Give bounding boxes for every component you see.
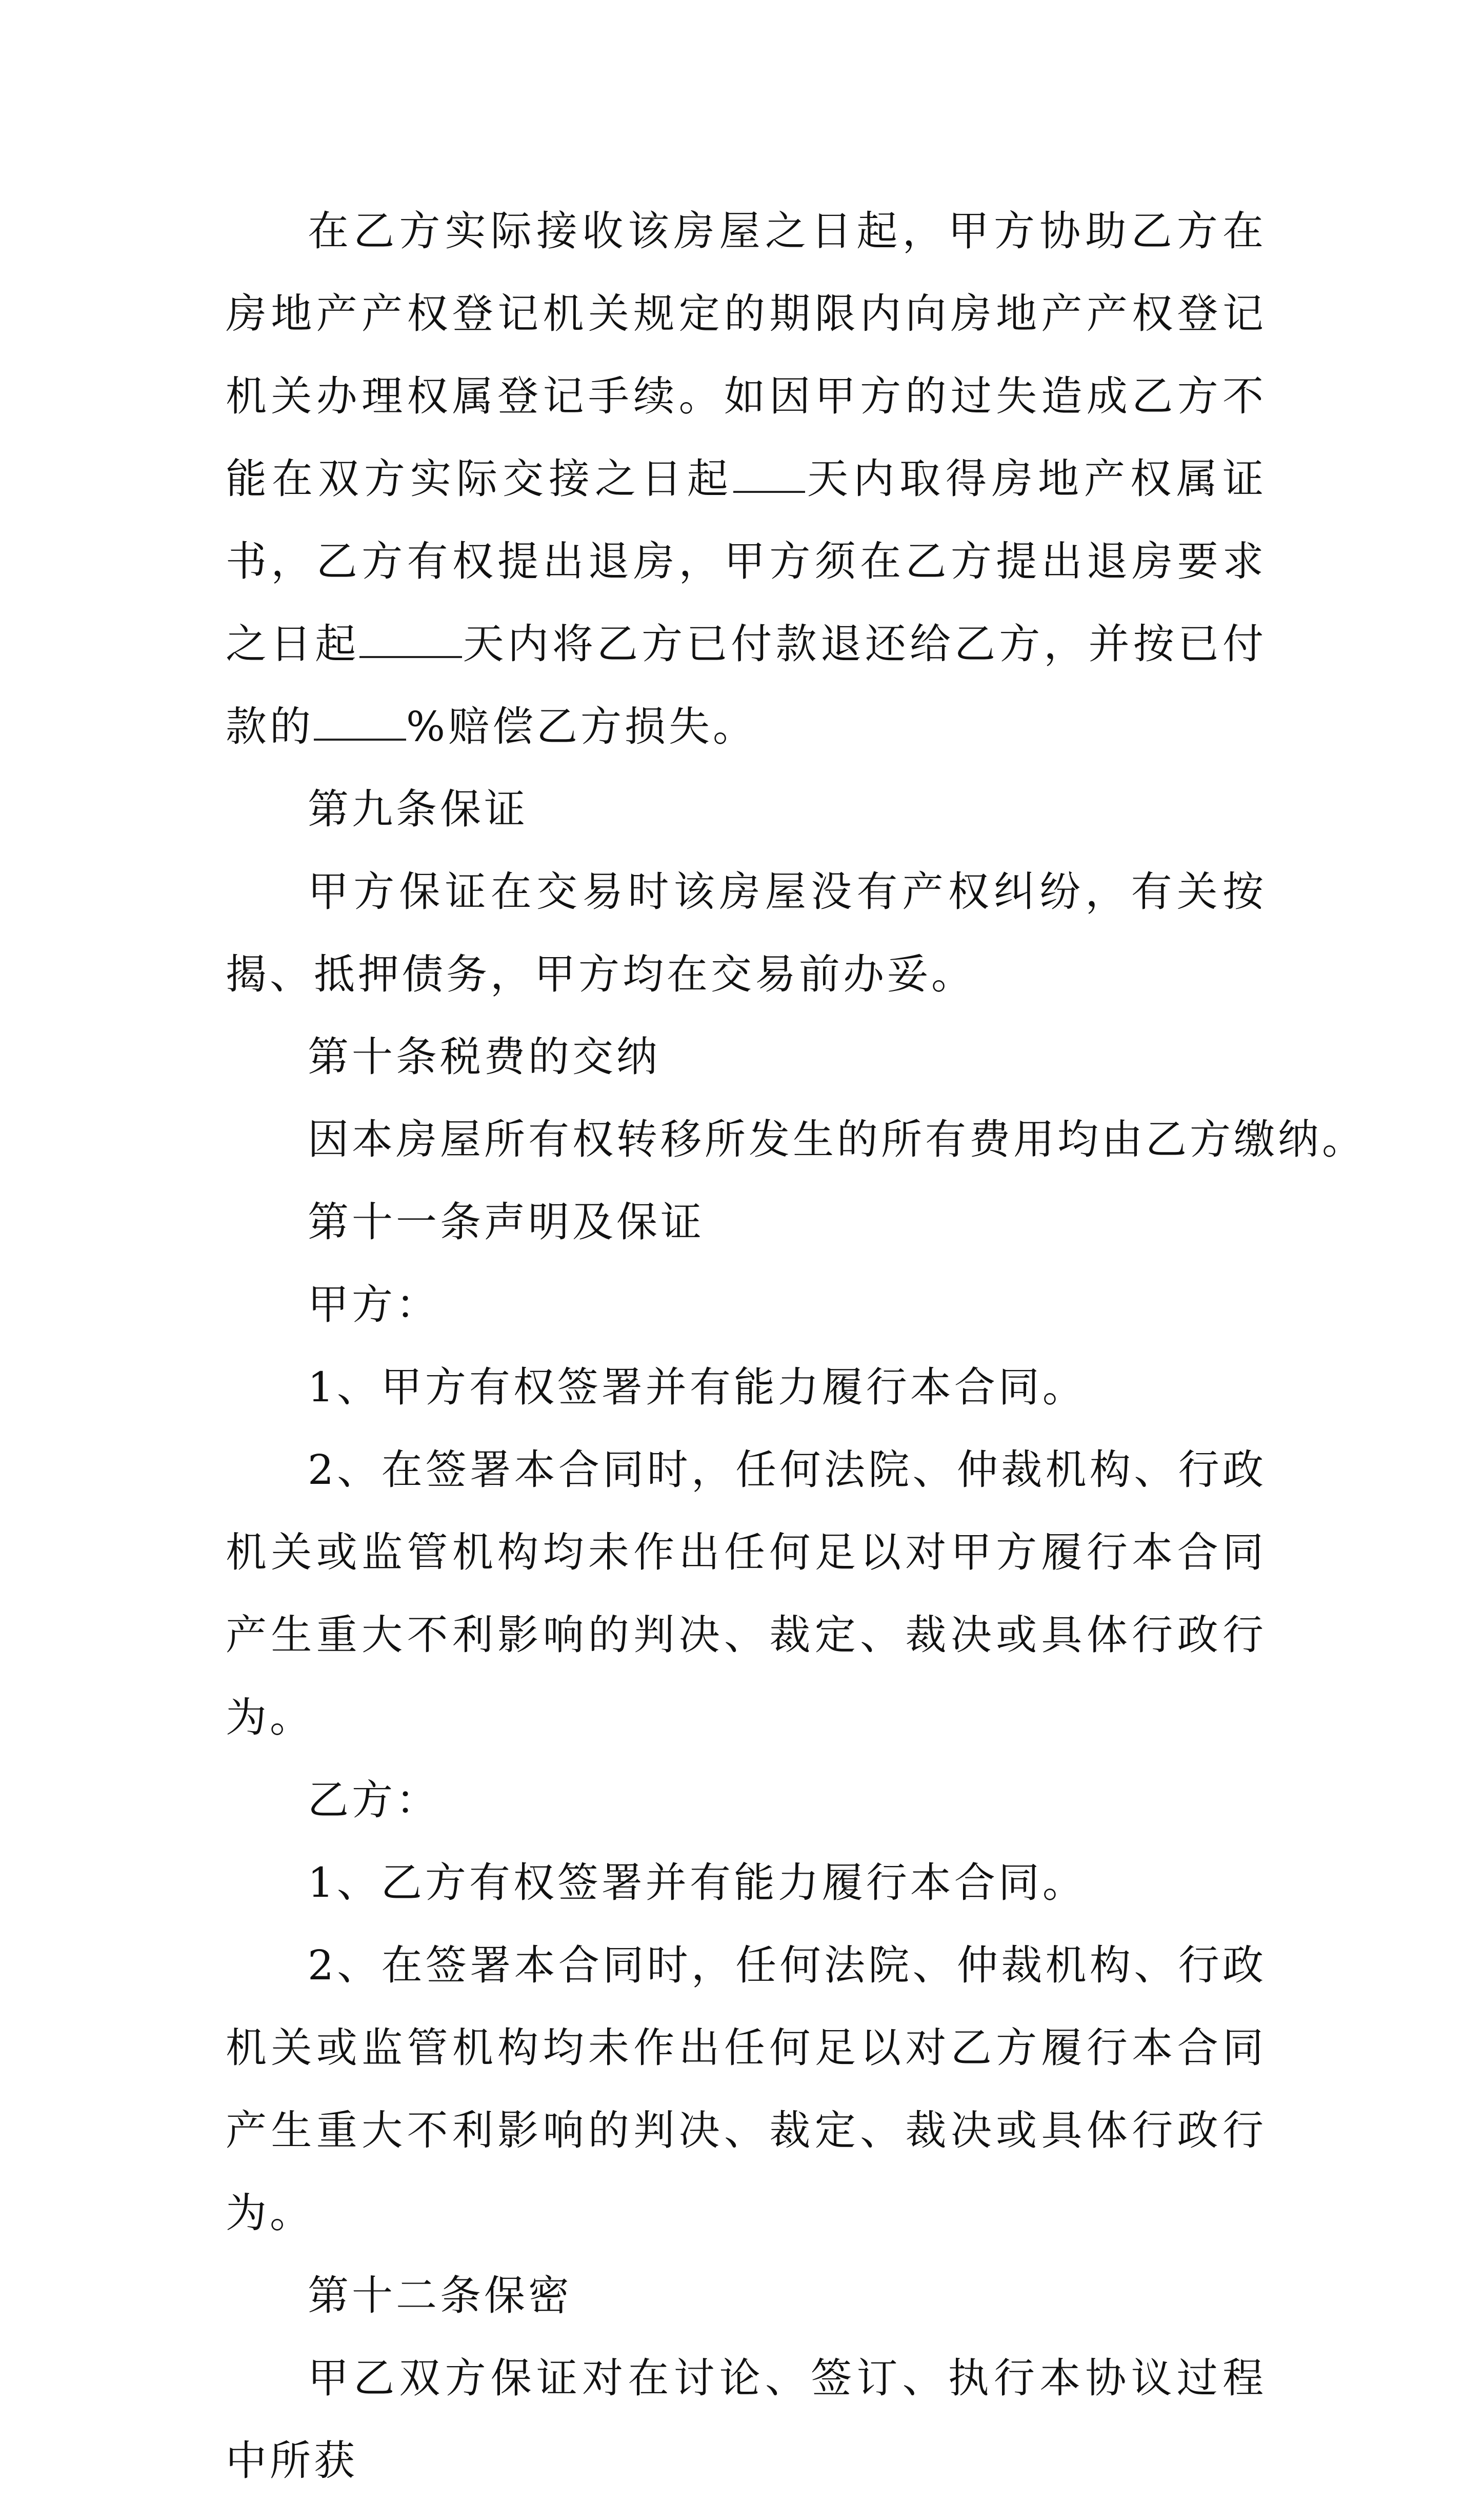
- text-segment: 在乙方实际接收该房屋之日起，甲方协助乙方在房地产产权登记机关规定的期限内向房地产产权登记机关办理权属登记手续。如因甲方的过失造成乙方不能在双方实际交接之日起: [226, 207, 1267, 503]
- document-body: [226, 190, 1366, 2502]
- fill-in-blank-refund-days: [359, 620, 462, 658]
- party-b-item-1: 1、乙方有权签署并有能力履行本合同。: [308, 1859, 1087, 1907]
- heading-article-10: 第十条税费的交纳: [308, 1033, 660, 1081]
- paragraph-article-12: 甲乙双方保证对在讨论、签订、执行本协议过程中所获: [226, 2354, 1267, 2485]
- paragraph-article-9: 甲方保证在交易时该房屋没有产权纠纷，有关按揭、抵押债务，甲方均在交易前办妥。: [226, 868, 1267, 998]
- party-a-item-1: 1、甲方有权签署并有能力履行本合同。: [308, 1363, 1087, 1411]
- text-segment: 天内取得房地产权属证书，乙方有权提出退房，甲方须在乙方提出退房要求之日起: [226, 455, 1267, 668]
- heading-article-12: 第十二条保密: [308, 2272, 572, 2319]
- party-b-item-2: 2、在签署本合同时，任何法院、仲裁机构、行政机关或监管机构均未作出任何足以对乙方履行本合同产生重大不利影响的判决、裁定、裁决或具体行政行为。: [226, 1941, 1267, 2237]
- heading-article-9: 第九条保证: [308, 785, 528, 833]
- heading-article-11: 第十一条声明及保证: [308, 1198, 705, 1246]
- fill-in-blank-percent: [314, 703, 406, 741]
- party-a-item-2: 2、在签署本合同时，任何法院、仲裁机构、行政机关或监管机构均未作出任何足以对甲方履行本合同产生重大不利影响的判决、裁定、裁决或具体行政行为。: [226, 1446, 1267, 1741]
- party-a-label: 甲方：: [308, 1281, 440, 1328]
- paragraph-article-10: 因本房屋所有权转移所发生的所有费用均由乙方缴纳。: [308, 1116, 1366, 1163]
- party-b-label: 乙方：: [308, 1776, 440, 1824]
- fill-in-blank-days: [733, 455, 805, 493]
- text-segment: 天内将乙方已付款退还给乙方，并按已付款的: [226, 620, 1267, 750]
- text-segment: %赔偿乙方损失。: [406, 703, 757, 750]
- paragraph-registration: [226, 190, 1267, 768]
